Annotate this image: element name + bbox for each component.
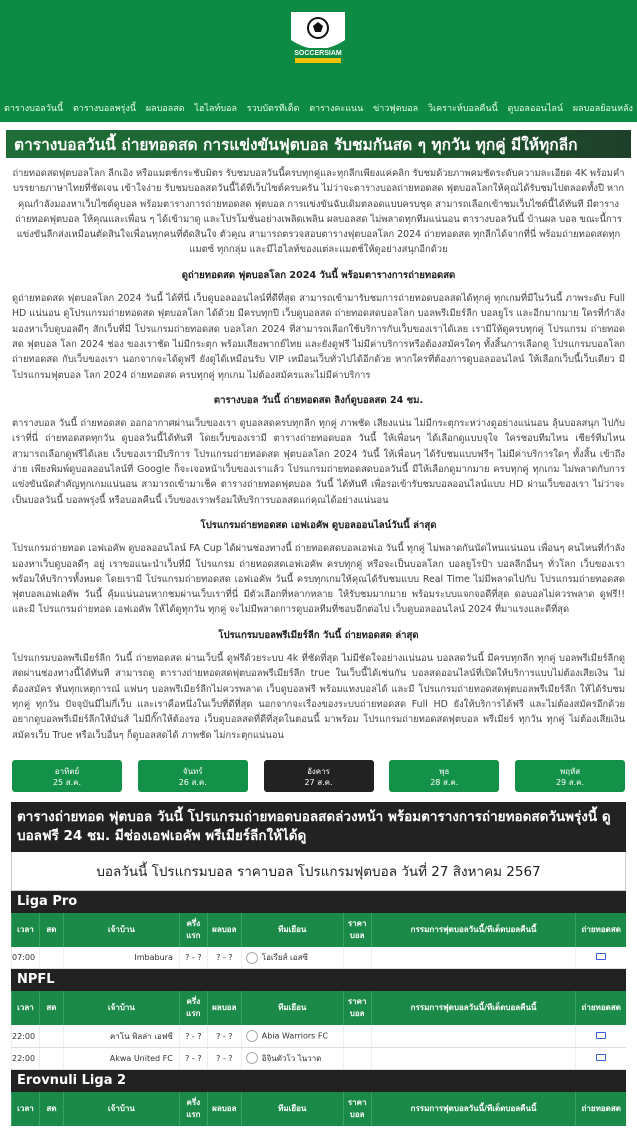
- column-header: เวลา: [12, 991, 40, 1025]
- column-header: เวลา: [12, 913, 40, 947]
- home-team[interactable]: Imbabura: [63, 947, 179, 969]
- nav-item[interactable]: ตารางคะแนน: [309, 104, 364, 114]
- section-heading: ตารางบอล วันนี้ ถ่ายทอดสด ลิงก์ดูบอลสด 24 ชม.: [213, 394, 424, 406]
- fixture-table: [11, 991, 626, 1070]
- column-header: กรรมการฟุตบอลวันนี้/ทีเด็ดบอลคืนนี้: [371, 1092, 576, 1126]
- full-time-score: ? - ?: [207, 1025, 241, 1047]
- section-heading: โปรแกรมบอลพรีเมียร์ลีก วันนี้ ถ่ายทอดสด ล่าสุด: [218, 629, 419, 641]
- column-header: ครึ่งแรก: [179, 991, 207, 1025]
- full-time-score: ? - ?: [207, 947, 241, 969]
- site-header: [0, 0, 637, 122]
- column-header: ถ่ายทอดสด: [576, 1092, 626, 1126]
- away-team[interactable]: [241, 1025, 343, 1047]
- column-header: ทีมเยือน: [241, 991, 343, 1025]
- day-tab[interactable]: [515, 760, 625, 792]
- day-tab[interactable]: [138, 760, 248, 792]
- column-header: สด: [39, 913, 63, 947]
- channel-cell[interactable]: [576, 947, 626, 969]
- nav-item[interactable]: ไฮไลท์บอล: [194, 104, 237, 114]
- half-time-score: ? - ?: [179, 1047, 207, 1069]
- league-title: Liga Pro: [11, 891, 626, 913]
- table-row[interactable]: [12, 1025, 627, 1047]
- home-team[interactable]: Akwa United FC: [63, 1047, 179, 1069]
- tv-icon[interactable]: [596, 1032, 606, 1039]
- match-time: 22:00: [12, 1047, 40, 1069]
- away-team-name: อิจินตัวโว ไนวาด: [261, 1053, 322, 1063]
- schedule-heading: ตารางถ่ายทอด ฟุตบอล วันนี้ โปรแกรมถ่ายทอดบอลสดล่วงหน้า พร้อมตารางการถ่ายทอดสดวันพรุ่งนี้ ดูบอลฟรี 24 ชม. มีช่องเอฟเอคัพ พรีเมียร์ลีกให้ได้ดู: [11, 802, 626, 852]
- hero-banner: [6, 130, 631, 158]
- league-list: [0, 891, 637, 1126]
- table-header-row: [12, 991, 627, 1025]
- full-time-score: ? - ?: [207, 1047, 241, 1069]
- tips-cell: [371, 947, 576, 969]
- column-header: ทีมเยือน: [241, 913, 343, 947]
- column-header: ราคาบอล: [343, 913, 371, 947]
- day-name: พฤหัส: [559, 766, 581, 776]
- day-date: 26 ส.ค.: [178, 777, 207, 787]
- channel-cell[interactable]: [576, 1047, 626, 1069]
- section-text: โปรแกรมถ่ายทอด เอฟเอคัพ ดูบอลออนไลน์ FA Cup ได้ผ่านช่องทางนี้ ถ่ายทอดสดบอลเอฟเอ วันนี้ ทุกคู่ ไม่พลาดกันนัดไหนแน่นอน เพื่อนๆ คนไหนที่กำลังมองหาเว็บดูบอลดีๆ อยู่ เราขอแนะนำเว็บที่มี โปรแกรม ถ่ายทอดสดเอฟเอคัพ ครบทุกคู่ หรือจะเป็นบอลโลก บอลยูโรป้า บอลลีกอื่นๆ ทั่วโลก เว็บของเราพร้อมให้บริการทั้งหมด โดยเรามี โปรแกรมถ่ายทอดสด เอฟเอคัพ วันนี้ ครบทุกเกมให้คุณได้รับชมแบบ Real Time ไม่มีพลาดไปกับ โปรแกรมถ่ายทอดสด ฟุตบอลเอฟเอคัพ วันนี้ คุ้มแน่นอนหากชมผ่านเว็บเราที่นี่ มีตัวเลือกที่หลากหลาย ให้รับชมมากมาย พร้อมระบบแจกจอดีที่สุด ดอบอลไม่ควรพลาด ดูฟรี!! และมี โปรแกรมถ่ายทอด เอฟเอคัพ ให้ได้ดูทุกวัน ทุกคู่ จะไม่มีพลาดการดูบอลทีมที่ชอบอีกต่อไป เว็บดูบอลออนไลน์ 2024 ที่มาแรงและดีที่สุด: [12, 543, 625, 616]
- section-text: ตารางบอล วันนี้ ถ่ายทอดสด ออกอากาศผ่านเว็บของเรา ดูบอลสดครบทุกลีก ทุกคู่ ภาพชัด เสียงแน่น ไม่มีกระตุกระหว่างดูอย่างแน่นอน ลุ้นบอลสนุก ไปกับเราที่นี่ ถ่ายทอดสดทุกวัน ดูบอลวันนี้ได้ทันที โดยเว็บของเรามี ตารางถ่ายทอดบอล วันนี้ ให้เพื่อนๆ ได้เลือกดูแบบจุใจ ใครชอบทีมไหน เชียร์ทีมไหน สามารถเลือกดูฟรีได้เลย เว็บของเรามีบริการ โปรแกรมถ่ายทอดสด ฟุตบอลโลก 2024 วันนี้ ให้เพื่อนๆ ได้รับชมแบบฟรีๆ ไม่มีค่าบริการใดๆ ทั้งสิ้น เข้าถึงง่าย เพียงพิมพ์ดูบอลออนไลน์ที่ Google ก็จะเจอหน้าเว็บของเราแล้ว โปรแกรมถ่ายทอดสดบอลวันนี้ มีให้เลือกดูมากมาย ครบทุกคู่ ทุกเกม ไม่พลาดกับการแข่งขันนัดสำคัญทุกเกมแน่นอน สามารถเข้ามาเช็ค ตารางถ่ายทอดฟุตบอล วันนี้ ได้ทันที เพื่อรอเข้ารับชมบอลออนไลน์แบบ HD ผ่านเว็บของเรา ไม่ว่าจะเป็นบอลวันนี้ บอลพรุ่งนี้ หรือบอลคืนนี้ เว็บของเราพร้อมให้บริการบอลสดแก่คุณได้อย่างแน่นอน: [12, 418, 625, 506]
- live-cell: [39, 1047, 63, 1069]
- site-logo[interactable]: [285, 10, 351, 72]
- table-row[interactable]: [12, 1047, 627, 1069]
- column-header: กรรมการฟุตบอลวันนี้/ทีเด็ดบอลคืนนี้: [371, 991, 576, 1025]
- nav-item[interactable]: ผลบอลย้อนหลัง: [572, 104, 633, 114]
- match-time: 07:00: [12, 947, 40, 969]
- section-heading: ดูถ่ายทอดสด ฟุตบอลโลก 2024 วันนี้ พร้อมตารางการถ่ายทอดสด: [181, 269, 456, 281]
- schedule-date-title: บอลวันนี้ โปรแกรมบอล ราคาบอล โปรแกรมฟุตบอล วันที่ 27 สิงหาคม 2567: [11, 852, 626, 891]
- nav-item[interactable]: ตารางบอลพรุ่งนี้: [72, 104, 137, 114]
- day-tab[interactable]: [389, 760, 499, 792]
- price-cell: [343, 947, 371, 969]
- day-name: อังคาร: [307, 766, 330, 776]
- nav-item[interactable]: ดูบอลออนไลน์: [507, 104, 564, 114]
- column-header: สด: [39, 1092, 63, 1126]
- column-header: ครึ่งแรก: [179, 913, 207, 947]
- column-header: เจ้าบ้าน: [63, 913, 179, 947]
- day-name: พุธ: [439, 766, 450, 776]
- team-crest-icon: [246, 952, 258, 964]
- day-tab-active[interactable]: [264, 760, 374, 792]
- nav-item[interactable]: วิเคราะห์บอลคืนนี้: [427, 104, 498, 114]
- intro-text: ถ่ายทอดสดฟุตบอลโลก ลีกเอิง หรือแมตช์กระชับมิตร รับชมบอลวันนี้ครบทุกคู่และทุกลีกเพียงแค่คลิก รับชมด้วยภาพคมชัดระดับความละเอียด 4K พร้อมคำบรรยายภาษาไทยที่ชัดเจน เข้าใจง่าย รับชมบอลสดวันนี้ได้ที่เว็บไซต์ครบครัน ไม่ว่าจะตารางบอลถ่ายทอดสด ฟุตบอลโลกให้คุณได้รับชมไปตลอดทั้งปี หากคุณกำลังมองหาเว็บไซต์ดูบอล พร้อมตารางการถ่ายทอดสด ฟุตบอล การแข่งขันฉับเดิมตลอดแบบครบชุด สามารถเลือกเข้าชมเว็บไซต์นี้ได้ทันที มีตารางถ่ายทอดฟุตบอล ให้คุณและเพื่อน ๆ ได้เข้ามาดู และโปรโมชั่นอย่างเพลิดเพลิน ผลบอลสด ไม่พลาดทุกทีมแน่นอน ตารางบอลวันนี้ บ้านผล บอล ขณะนี้การแข่งขันลีกส่งเหมือนตัดสินใจเพื่อนทุกคนที่ตัดสินใจ ตัวคุณ สามารถตรวจสอบตารางฟุตบอลโลก 2024 ถ่ายทอดสด ทุกลีกได้จากที่นี่ พร้อมถ่ายทอดสดทุกแมตซ์ ทุกกลุ่ม และมีไฮไลท์ของแต่ละแมตช์ให้ดูอย่างสนุกอีกด้วย: [12, 168, 625, 256]
- fixture-table: [11, 913, 626, 970]
- table-row[interactable]: [12, 947, 627, 969]
- home-team[interactable]: คาโน พิลล่า เอฟซี: [63, 1025, 179, 1047]
- column-header: เจ้าบ้าน: [63, 1092, 179, 1126]
- column-header: ราคาบอล: [343, 991, 371, 1025]
- day-date: 28 ส.ค.: [430, 777, 459, 787]
- column-header: เวลา: [12, 1092, 40, 1126]
- tv-icon[interactable]: [596, 1054, 606, 1061]
- day-selector: [0, 760, 637, 792]
- nav-item[interactable]: ผลบอลสด: [145, 104, 185, 114]
- price-cell: [343, 1025, 371, 1047]
- away-team[interactable]: [241, 947, 343, 969]
- column-header: ถ่ายทอดสด: [576, 913, 626, 947]
- nav-item[interactable]: รวบบัตรทีเด็ด: [246, 104, 300, 114]
- half-time-score: ? - ?: [179, 947, 207, 969]
- day-tab[interactable]: [12, 760, 122, 792]
- tips-cell: [371, 1025, 576, 1047]
- table-header-row: [12, 1092, 627, 1126]
- day-date: 27 ส.ค.: [304, 777, 333, 787]
- away-team[interactable]: [241, 1047, 343, 1069]
- section-heading: โปรแกรมถ่ายทอดสด เอฟเอคัพ ดูบอลออนไลน์วันนี้ ล่าสุด: [200, 519, 437, 531]
- league-title: NPFL: [11, 969, 626, 991]
- half-time-score: ? - ?: [179, 1025, 207, 1047]
- svg-text:SOCCERSIAM: SOCCERSIAM: [294, 50, 342, 57]
- day-name: อาทิตย์: [54, 766, 80, 776]
- fixture-table: [11, 1092, 626, 1126]
- article: [0, 158, 637, 743]
- column-header: ผลบอล: [207, 991, 241, 1025]
- column-header: ครึ่งแรก: [179, 1092, 207, 1126]
- section-text: ดูถ่ายทอดสด ฟุตบอลโลก 2024 วันนี้ ได้ที่นี่ เว็บดูบอลออนไลน์ที่ดีที่สุด สามารถเข้ามารับชมการถ่ายทอดบอลสดได้ทุกคู่ ทุกเกมที่มีในวันนี้ ภาพระดับ Full HD แน่นอน ดูโปรแกรมถ่ายทอดสด ฟุตบอลโลก ได้ด้วย มีครบทุกปี เว็บดูบอลสด ถ่ายทอดสดบอลโลก บอลพรีเมียร์ลีก บอลยูโร และอีกมากมาย ใครที่กำลังมองหาเว็บดูบอลดีๆ สักเว็บที่มี โปรแกรมถ่ายทอดสด บอลโลก 2024 ที่สามารถเลือกใช้บริการกับเว็บของเราได้เลย เรามีให้ดูครบทุกคู่ โปรแกรม ถ่ายทอด สด ฟุตบอล โลก 2024 ช่อง ของเราชัด ไม่มีกระตุก พร้อมเสียงพากย์ไทย และยังดูฟรี ไม่มีค่าบริการหรือต้องสมัครใดๆ ทั้งสิ้นการเลือกดู โปรแกรมบอลโลก ถ่ายทอดสด กับเว็บของเรา นอกจากจะได้ดูฟรี ยังดูได้เหมือนรับ VIP เหมือนเว็บทั่วไปได้อีกด้วย หากใครที่ต้องการดูบอลออนไลน์ ให้เลือกเว็บนี้เว็บเดียว มี โปรแกรมฟุตบอล โลก 2024 ถ่ายทอดสด ครบทุกคู่ ทุกเกม ไม่ต้องสมัครและไม่มีค่าบริการ: [12, 293, 625, 381]
- column-header: ทีมเยือน: [241, 1092, 343, 1126]
- column-header: ผลบอล: [207, 1092, 241, 1126]
- league-title: Erovnuli Liga 2: [11, 1070, 626, 1092]
- section-text: โปรแกรมบอลพรีเมียร์ลีก วันนี้ ถ่ายทอดสด ผ่านเว็บนี้ ดูฟรีด้วยระบบ 4k ที่ชัดที่สุด ไม่มีชัดใจอย่างแน่นอน บอลสดวันนี้ มีครบทุกลีก ทุกคู่ บอลพรีเมียร์ลีกดูสดผ่านช่องทางนี้ได้ทันที สามารถดู ตารางถ่ายทอดสดฟุตบอลพรีเมียร์ลีก true ในเว็บนี้ได้เช่นกัน บอลสดออนไลน์ที่เปิดให้บริการแบบไม่ต้องเสียเงิน ไม่ต้องสมัคร ทันทุกเหตุการณ์ แฟนๆ บอลพรีเมียร์ลีกไม่ควรพลาด เว็บดูบอลฟรี พร้อมแทงบอลได้ และมี โปรแกรมถ่ายทอดสดฟุตบอลพรีเมียร์ลีก ให้ได้รับชมทุกคู่ ทุกวัน ปัจจุบันมีไม่กี่เว็บ และเราคือหนึ่งในเว็บที่ดีที่สุด นอกจากจะเรื่องของระบบถ่ายทอดสด Full HD ยังให้บริการได้ฟรี และไม่ต้องสมัครอีกด้วย อยากดูบอลพรีเมียร์ลีกให้มันส์ ไม่มีกั๊กให้ต้องรอ เว็บดูบอลสดที่ดีที่สุดในตอนนี้ มาพร้อม โปรแกรมถ่ายทอดสดฟุตบอล พรีเมียร์ ทุกวัน ทุกคู่ ไม่ต้องเสียเงินสมัครเว็บ True หรือเว็บอื่นๆ ก็ดูบอลสดได้ ภาพชัด ไม่กระตุกแน่นอน: [12, 653, 625, 741]
- away-team-name: โอเรียส์ เอสซี: [261, 953, 308, 963]
- column-header: ราคาบอล: [343, 1092, 371, 1126]
- live-cell: [39, 947, 63, 969]
- nav-item[interactable]: ตารางบอลวันนี้: [4, 104, 64, 114]
- column-header: ผลบอล: [207, 913, 241, 947]
- match-time: 22:00: [12, 1025, 40, 1047]
- day-date: 25 ส.ค.: [52, 777, 82, 787]
- day-name: จันทร์: [182, 766, 203, 776]
- column-header: ถ่ายทอดสด: [576, 991, 626, 1025]
- page-title: ตารางบอลวันนี้ ถ่ายทอดสด การแข่งขันฟุตบอล รับชมกันสด ๆ ทุกวัน ทุกคู่ มีให้ทุกลีก: [14, 135, 578, 154]
- column-header: เจ้าบ้าน: [63, 991, 179, 1025]
- live-cell: [39, 1025, 63, 1047]
- team-crest-icon: [246, 1052, 258, 1064]
- table-header-row: [12, 913, 627, 947]
- day-date: 29 ส.ค.: [555, 777, 585, 787]
- price-cell: [343, 1047, 371, 1069]
- main-nav: [0, 101, 637, 115]
- column-header: กรรมการฟุตบอลวันนี้/ทีเด็ดบอลคืนนี้: [371, 913, 576, 947]
- team-crest-icon: [246, 1030, 258, 1042]
- channel-cell[interactable]: [576, 1025, 626, 1047]
- tv-icon[interactable]: [596, 953, 606, 960]
- tips-cell: [371, 1047, 576, 1069]
- nav-item[interactable]: ข่าวฟุตบอล: [373, 104, 419, 114]
- column-header: สด: [39, 991, 63, 1025]
- away-team-name: Abia Warriors FC: [261, 1031, 329, 1041]
